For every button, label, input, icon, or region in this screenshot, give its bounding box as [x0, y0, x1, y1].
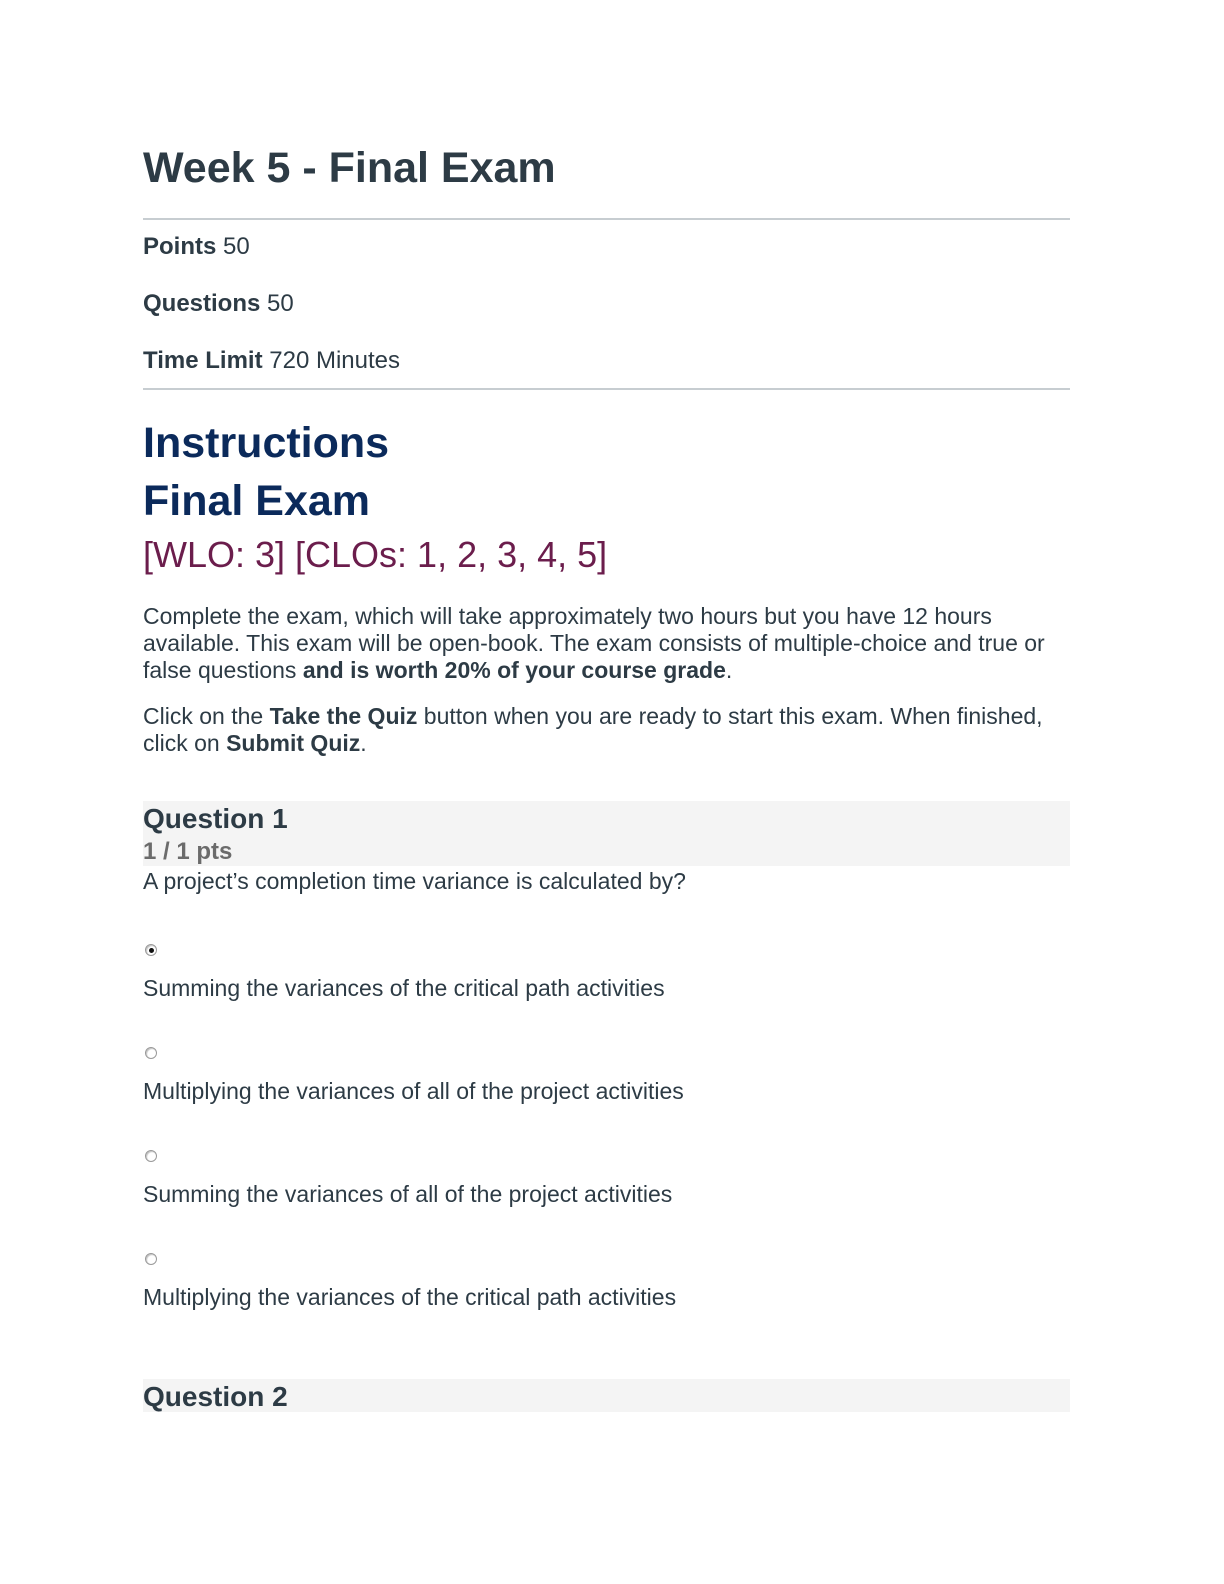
answer-option-2[interactable]: [143, 1045, 1070, 1115]
divider-top: [143, 218, 1070, 220]
answer-option-4[interactable]: [143, 1251, 1070, 1321]
instructions-p2-a: Click on the: [143, 703, 270, 729]
take-quiz-reference: Take the Quiz: [269, 703, 418, 729]
instructions-paragraph-2: [143, 703, 1070, 757]
question-1-text: A project’s completion time variance is calculated by?: [143, 868, 686, 894]
divider-bottom: [143, 388, 1070, 390]
learning-objectives: [WLO: 3] [CLOs: 1, 2, 3, 4, 5]: [143, 534, 608, 575]
answer-option-3[interactable]: [143, 1148, 1070, 1218]
questions-row: [143, 289, 294, 319]
question-1-header: [143, 801, 1070, 866]
question-1-title: Question 1: [143, 803, 288, 834]
time-limit-label: Time Limit: [143, 347, 263, 374]
question-2-title: Question 2: [143, 1381, 288, 1412]
instructions-p1-bold: and is worth 20% of your course grade: [302, 657, 726, 683]
instructions-p2-b: button when you are ready to start this exam. When finished, click on: [143, 703, 1043, 756]
instructions-p2-end: .: [360, 730, 367, 756]
questions-value: 50: [267, 290, 294, 317]
time-limit-value: 720 Minutes: [269, 347, 400, 374]
instructions-heading: Instructions: [143, 419, 390, 467]
answer-label: Summing the variances of all of the project activities: [143, 1181, 673, 1207]
question-1-points: 1 / 1 pts: [143, 838, 233, 865]
radio-button[interactable]: [145, 1047, 157, 1059]
answer-label: Multiplying the variances of the critical path activities: [143, 1284, 677, 1310]
instructions-p1-text: Complete the exam, which will take approximately two hours but you have 12 hours available. This exam will be open-book. The exam consists of multiple-choice and true or false questions: [143, 603, 1045, 683]
instructions-paragraph-1: [143, 603, 1070, 684]
instructions-p1-end: .: [725, 657, 733, 683]
radio-button[interactable]: [145, 1150, 157, 1162]
answer-option-1[interactable]: [143, 942, 1070, 1012]
points-value: 50: [223, 233, 250, 260]
radio-button-selected[interactable]: [145, 944, 157, 956]
radio-button[interactable]: [145, 1253, 157, 1265]
points-row: [143, 232, 250, 262]
page-title: Week 5 - Final Exam: [143, 144, 556, 192]
answer-label: Summing the variances of the critical path activities: [143, 975, 665, 1001]
time-limit-row: [143, 346, 400, 376]
questions-label: Questions: [143, 290, 261, 317]
final-exam-heading: Final Exam: [143, 477, 371, 525]
answer-label: Multiplying the variances of all of the project activities: [143, 1078, 684, 1104]
submit-quiz-reference: Submit Quiz: [226, 730, 361, 756]
points-label: Points: [143, 233, 217, 260]
question-2-header: [143, 1379, 1070, 1412]
